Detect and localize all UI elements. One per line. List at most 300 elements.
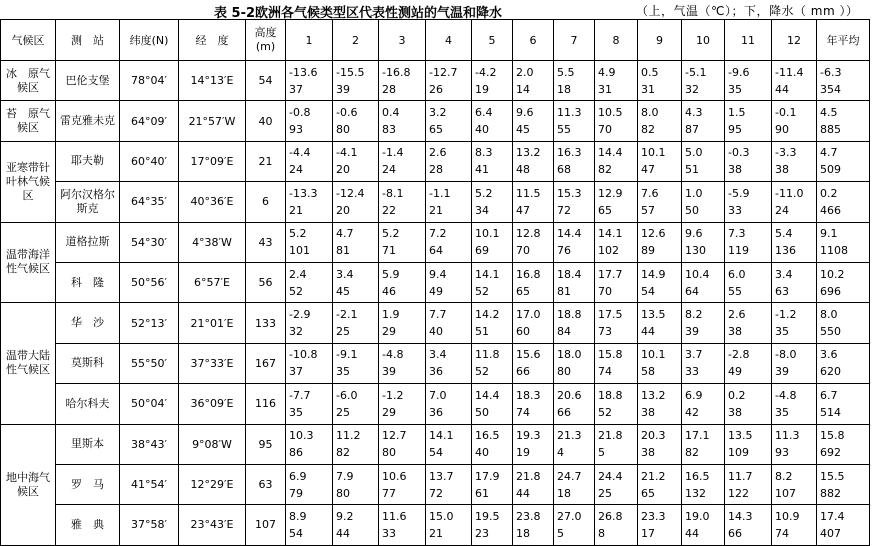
month-value-cell (554, 384, 595, 424)
month-value-cell (379, 141, 426, 181)
precipitation-value: 80 (382, 446, 396, 460)
temperature-value: 18.4 (557, 267, 582, 281)
precipitation-value: 50 (685, 203, 699, 217)
temperature-value: 3.4 (429, 348, 447, 362)
temperature-value: 11.3 (775, 429, 800, 443)
precipitation-value: 45 (336, 284, 350, 298)
station-lon: 23°43′E (179, 505, 246, 545)
temperature-value: 13.5 (728, 429, 753, 443)
precipitation-value: 407 (820, 526, 841, 540)
precipitation-value: 40 (475, 123, 489, 137)
temperature-value: 4.7 (336, 227, 354, 241)
precipitation-value: 81 (336, 244, 350, 258)
month-value-cell (513, 101, 554, 141)
month-value-cell (772, 343, 817, 383)
month-value-cell (379, 303, 426, 343)
month-value-cell (333, 222, 379, 262)
month-value-cell (554, 424, 595, 464)
month-value-cell (725, 141, 772, 181)
temperature-value: 17.1 (685, 429, 710, 443)
header-month: 10 (682, 20, 725, 61)
temperature-value: -9.1 (336, 348, 358, 362)
zone-cell: 冰 原气候区 (1, 61, 56, 101)
table-body (1, 61, 870, 546)
month-value-cell (513, 262, 554, 302)
temperature-value: 23.3 (641, 509, 666, 523)
precipitation-value: 29 (382, 405, 396, 419)
precipitation-value: 31 (598, 82, 612, 96)
precipitation-value: 38 (641, 446, 655, 460)
temperature-value: 14.1 (429, 429, 454, 443)
month-value-cell (513, 182, 554, 222)
month-value-cell (286, 262, 333, 302)
temperature-value: 12.7 (382, 429, 407, 443)
station-lon: 40°36′E (179, 182, 246, 222)
precipitation-value: 130 (685, 244, 706, 258)
precipitation-value: 55 (728, 284, 742, 298)
precipitation-value: 54 (641, 284, 655, 298)
temperature-value: 6.9 (685, 388, 703, 402)
header-row (1, 20, 870, 61)
station-lon: 21°01′E (179, 303, 246, 343)
temperature-value: 2.6 (728, 308, 746, 322)
temperature-value: 5.9 (382, 267, 400, 281)
month-value-cell (595, 61, 638, 101)
precipitation-value: 620 (820, 365, 841, 379)
precipitation-value: 82 (641, 123, 655, 137)
temperature-value: 4.9 (598, 65, 616, 79)
precipitation-value: 47 (516, 203, 530, 217)
temperature-value: 14.2 (475, 308, 500, 322)
station-name: 华 沙 (56, 303, 120, 343)
month-value-cell (682, 61, 725, 101)
temperature-value: -4.1 (336, 146, 358, 160)
month-value-cell (554, 262, 595, 302)
month-value-cell (379, 182, 426, 222)
temperature-value: -4.8 (382, 348, 404, 362)
precipitation-value: 136 (775, 244, 796, 258)
precipitation-value: 48 (516, 163, 530, 177)
precipitation-value: 39 (775, 365, 789, 379)
temperature-value: 16.5 (685, 469, 710, 483)
precipitation-value: 4 (557, 446, 564, 460)
temperature-value: 10.4 (685, 267, 710, 281)
precipitation-value: 69 (475, 244, 489, 258)
temperature-value: 17.0 (516, 308, 541, 322)
station-lat: 64°35′ (120, 182, 179, 222)
header-month: 3 (379, 20, 426, 61)
temperature-value: 14.9 (641, 267, 666, 281)
temperature-value: 16.8 (516, 267, 541, 281)
temperature-value: -11.0 (775, 186, 804, 200)
temperature-value: 10.1 (475, 227, 500, 241)
precipitation-value: 18 (516, 526, 530, 540)
month-value-cell (682, 303, 725, 343)
month-value-cell (426, 61, 472, 101)
temperature-value: 7.0 (429, 388, 447, 402)
temperature-value: 10.6 (382, 469, 407, 483)
precipitation-value: 64 (685, 284, 699, 298)
month-value-cell (472, 505, 513, 545)
precipitation-value: 74 (775, 526, 789, 540)
precipitation-value: 44 (516, 486, 530, 500)
month-value-cell (595, 424, 638, 464)
month-value-cell (472, 61, 513, 101)
annual-value-cell (817, 262, 870, 302)
temperature-value: -4.2 (475, 65, 497, 79)
month-value-cell (513, 464, 554, 504)
precipitation-value: 32 (685, 82, 699, 96)
station-lon: 37°33′E (179, 343, 246, 383)
title-row (0, 0, 876, 19)
month-value-cell (426, 222, 472, 262)
table-row (1, 424, 870, 464)
month-value-cell (286, 384, 333, 424)
precipitation-value: 39 (685, 325, 699, 339)
precipitation-value: 93 (775, 446, 789, 460)
table-row (1, 141, 870, 181)
month-value-cell (426, 464, 472, 504)
precipitation-value: 132 (685, 486, 706, 500)
temperature-value: 3.2 (429, 106, 447, 120)
month-value-cell (472, 424, 513, 464)
temperature-value: 11.7 (728, 469, 753, 483)
temperature-value: 21.2 (641, 469, 666, 483)
precipitation-value: 70 (598, 284, 612, 298)
month-value-cell (379, 384, 426, 424)
temperature-value: -2.1 (336, 308, 358, 322)
temperature-value: 5.5 (557, 65, 575, 79)
station-lat: 60°40′ (120, 141, 179, 181)
station-lat: 37°58′ (120, 505, 179, 545)
month-value-cell (638, 101, 682, 141)
month-value-cell (772, 424, 817, 464)
station-lat: 64°09′ (120, 101, 179, 141)
station-name: 里斯本 (56, 424, 120, 464)
precipitation-value: 37 (289, 82, 303, 96)
month-value-cell (472, 464, 513, 504)
precipitation-value: 64 (429, 244, 443, 258)
temperature-value: 10.3 (289, 429, 314, 443)
temperature-value: -2.8 (728, 348, 750, 362)
precipitation-value: 33 (382, 526, 396, 540)
month-value-cell (682, 464, 725, 504)
station-name: 巴伦支堡 (56, 61, 120, 101)
precipitation-value: 79 (289, 486, 303, 500)
temperature-value: 1.0 (685, 186, 703, 200)
precipitation-value: 38 (728, 163, 742, 177)
temperature-value: 6.7 (820, 388, 838, 402)
precipitation-value: 34 (475, 203, 489, 217)
annual-value-cell (817, 61, 870, 101)
temperature-value: 15.8 (820, 429, 845, 443)
month-value-cell (595, 101, 638, 141)
month-value-cell (725, 262, 772, 302)
precipitation-value: 63 (775, 284, 789, 298)
table-row (1, 262, 870, 302)
temperature-value: -6.3 (820, 65, 842, 79)
station-name: 雷克雅未克 (56, 101, 120, 141)
month-value-cell (472, 303, 513, 343)
temperature-value: 10.2 (820, 267, 845, 281)
station-lat: 38°43′ (120, 424, 179, 464)
month-value-cell (333, 182, 379, 222)
month-value-cell (772, 464, 817, 504)
station-alt: 21 (246, 141, 286, 181)
table-row (1, 222, 870, 262)
precipitation-value: 72 (429, 486, 443, 500)
temperature-value: 21.8 (598, 429, 623, 443)
temperature-value: -12.7 (429, 65, 458, 79)
header-month: 4 (426, 20, 472, 61)
month-value-cell (638, 384, 682, 424)
station-alt: 133 (246, 303, 286, 343)
month-value-cell (595, 505, 638, 545)
temperature-value: 2.6 (429, 146, 447, 160)
station-lon: 12°29′E (179, 464, 246, 504)
month-value-cell (638, 61, 682, 101)
header-lat: 纬度(N) (120, 20, 179, 61)
precipitation-value: 35 (336, 365, 350, 379)
month-value-cell (333, 424, 379, 464)
temperature-value: 17.5 (598, 308, 623, 322)
temperature-value: 15.0 (429, 509, 454, 523)
temperature-value: 11.8 (475, 348, 500, 362)
zone-cell: 亚寒带针叶林气候区 (1, 141, 56, 222)
month-value-cell (682, 141, 725, 181)
month-value-cell (772, 222, 817, 262)
precipitation-value: 25 (598, 486, 612, 500)
precipitation-value: 65 (641, 486, 655, 500)
temperature-value: 15.3 (557, 186, 582, 200)
month-value-cell (286, 505, 333, 545)
precipitation-value: 71 (382, 244, 396, 258)
month-value-cell (638, 505, 682, 545)
month-value-cell (379, 464, 426, 504)
temperature-value: -15.5 (336, 65, 365, 79)
precipitation-value: 52 (475, 365, 489, 379)
month-value-cell (772, 141, 817, 181)
precipitation-value: 52 (598, 405, 612, 419)
precipitation-value: 696 (820, 284, 841, 298)
precipitation-value: 39 (382, 365, 396, 379)
temperature-value: 14.4 (557, 227, 582, 241)
temperature-value: 17.4 (820, 509, 845, 523)
station-alt: 6 (246, 182, 286, 222)
precipitation-value: 22 (382, 203, 396, 217)
precipitation-value: 57 (641, 203, 655, 217)
station-lat: 78°04′ (120, 61, 179, 101)
temperature-value: 3.6 (820, 348, 838, 362)
station-name: 哈尔科夫 (56, 384, 120, 424)
precipitation-value: 29 (382, 325, 396, 339)
month-value-cell (595, 141, 638, 181)
precipitation-value: 55 (557, 123, 571, 137)
precipitation-value: 35 (728, 82, 742, 96)
station-alt: 54 (246, 61, 286, 101)
month-value-cell (472, 262, 513, 302)
temperature-value: 11.5 (516, 186, 541, 200)
month-value-cell (426, 505, 472, 545)
temperature-value: 14.4 (475, 388, 500, 402)
table-row (1, 101, 870, 141)
temperature-value: -11.4 (775, 65, 804, 79)
precipitation-value: 24 (382, 163, 396, 177)
station-lon: 36°09′E (179, 384, 246, 424)
temperature-value: -1.2 (382, 388, 404, 402)
station-alt: 116 (246, 384, 286, 424)
temperature-value: -13.3 (289, 186, 318, 200)
month-value-cell (725, 343, 772, 383)
temperature-value: 11.2 (336, 429, 361, 443)
temperature-value: 24.4 (598, 469, 623, 483)
month-value-cell (725, 424, 772, 464)
precipitation-value: 17 (641, 526, 655, 540)
month-value-cell (333, 303, 379, 343)
month-value-cell (286, 464, 333, 504)
temperature-value: 4.7 (820, 146, 838, 160)
precipitation-value: 25 (336, 405, 350, 419)
precipitation-value: 26 (429, 82, 443, 96)
temperature-value: -9.6 (728, 65, 750, 79)
precipitation-value: 58 (641, 365, 655, 379)
month-value-cell (725, 61, 772, 101)
climate-table (0, 19, 870, 546)
precipitation-value: 119 (728, 244, 749, 258)
station-name: 阿尔汉格尔斯克 (56, 182, 120, 222)
precipitation-value: 66 (728, 526, 742, 540)
precipitation-value: 20 (336, 163, 350, 177)
temperature-value: 7.6 (641, 186, 659, 200)
annual-value-cell (817, 101, 870, 141)
precipitation-value: 35 (289, 405, 303, 419)
temperature-value: 16.3 (557, 146, 582, 160)
month-value-cell (772, 303, 817, 343)
table-title: 表 5-2欧洲各气候类型区代表性测站的气温和降水 (214, 6, 503, 21)
temperature-value: 6.4 (475, 106, 493, 120)
month-value-cell (638, 424, 682, 464)
precipitation-value: 68 (557, 163, 571, 177)
temperature-value: 11.3 (557, 106, 582, 120)
temperature-value: 6.9 (289, 469, 307, 483)
header-month: 7 (554, 20, 595, 61)
precipitation-value: 86 (289, 446, 303, 460)
month-value-cell (333, 141, 379, 181)
annual-value-cell (817, 141, 870, 181)
precipitation-value: 38 (641, 405, 655, 419)
temperature-value: 19.3 (516, 429, 541, 443)
annual-value-cell (817, 464, 870, 504)
month-value-cell (379, 101, 426, 141)
station-alt: 40 (246, 101, 286, 141)
month-value-cell (554, 303, 595, 343)
month-value-cell (426, 343, 472, 383)
temperature-value: 8.3 (475, 146, 493, 160)
temperature-value: 0.2 (728, 388, 746, 402)
precipitation-value: 82 (598, 163, 612, 177)
month-value-cell (682, 505, 725, 545)
temperature-value: 3.4 (336, 267, 354, 281)
precipitation-value: 885 (820, 123, 841, 137)
temperature-value: 5.2 (475, 186, 493, 200)
precipitation-value: 44 (336, 526, 350, 540)
temperature-value: 7.7 (429, 308, 447, 322)
precipitation-value: 692 (820, 446, 841, 460)
month-value-cell (426, 424, 472, 464)
temperature-value: 14.4 (598, 146, 623, 160)
temperature-value: -4.8 (775, 388, 797, 402)
temperature-value: -6.0 (336, 388, 358, 402)
temperature-value: -0.1 (775, 106, 797, 120)
temperature-value: 13.2 (516, 146, 541, 160)
precipitation-value: 14 (516, 82, 530, 96)
temperature-value: 20.3 (641, 429, 666, 443)
temperature-value: 9.6 (516, 106, 534, 120)
temperature-value: 24.7 (557, 469, 582, 483)
header-month: 6 (513, 20, 554, 61)
table-row (1, 182, 870, 222)
month-value-cell (725, 505, 772, 545)
precipitation-value: 45 (516, 123, 530, 137)
temperature-value: 13.7 (429, 469, 454, 483)
temperature-value: 14.1 (598, 227, 623, 241)
month-value-cell (286, 182, 333, 222)
precipitation-value: 21 (289, 203, 303, 217)
month-value-cell (595, 464, 638, 504)
temperature-value: -8.0 (775, 348, 797, 362)
precipitation-value: 74 (516, 405, 530, 419)
month-value-cell (513, 303, 554, 343)
month-value-cell (554, 464, 595, 504)
precipitation-value: 42 (685, 405, 699, 419)
precipitation-value: 49 (728, 365, 742, 379)
temperature-value: 8.0 (820, 308, 838, 322)
month-value-cell (426, 141, 472, 181)
precipitation-value: 74 (598, 365, 612, 379)
annual-value-cell (817, 384, 870, 424)
temperature-value: 8.2 (685, 308, 703, 322)
precipitation-value: 89 (641, 244, 655, 258)
month-value-cell (595, 182, 638, 222)
month-value-cell (638, 343, 682, 383)
temperature-value: 9.2 (336, 509, 354, 523)
temperature-value: 26.8 (598, 509, 623, 523)
precipitation-value: 28 (382, 82, 396, 96)
temperature-value: -4.4 (289, 146, 311, 160)
temperature-value: -12.4 (336, 186, 365, 200)
month-value-cell (554, 222, 595, 262)
precipitation-value: 38 (728, 325, 742, 339)
zone-cell: 温带海洋性气候区 (1, 222, 56, 303)
unit-note: （上，气温（℃）；下，降水（ mm ）） (636, 4, 859, 18)
precipitation-value: 882 (820, 486, 841, 500)
month-value-cell (554, 505, 595, 545)
precipitation-value: 466 (820, 203, 841, 217)
temperature-value: 16.5 (475, 429, 500, 443)
month-value-cell (772, 61, 817, 101)
month-value-cell (426, 262, 472, 302)
station-lat: 41°54′ (120, 464, 179, 504)
month-value-cell (472, 101, 513, 141)
month-value-cell (682, 182, 725, 222)
precipitation-value: 24 (775, 203, 789, 217)
station-name: 罗 马 (56, 464, 120, 504)
month-value-cell (286, 101, 333, 141)
month-value-cell (772, 101, 817, 141)
temperature-value: 5.2 (289, 227, 307, 241)
precipitation-value: 80 (336, 486, 350, 500)
table-row (1, 61, 870, 101)
